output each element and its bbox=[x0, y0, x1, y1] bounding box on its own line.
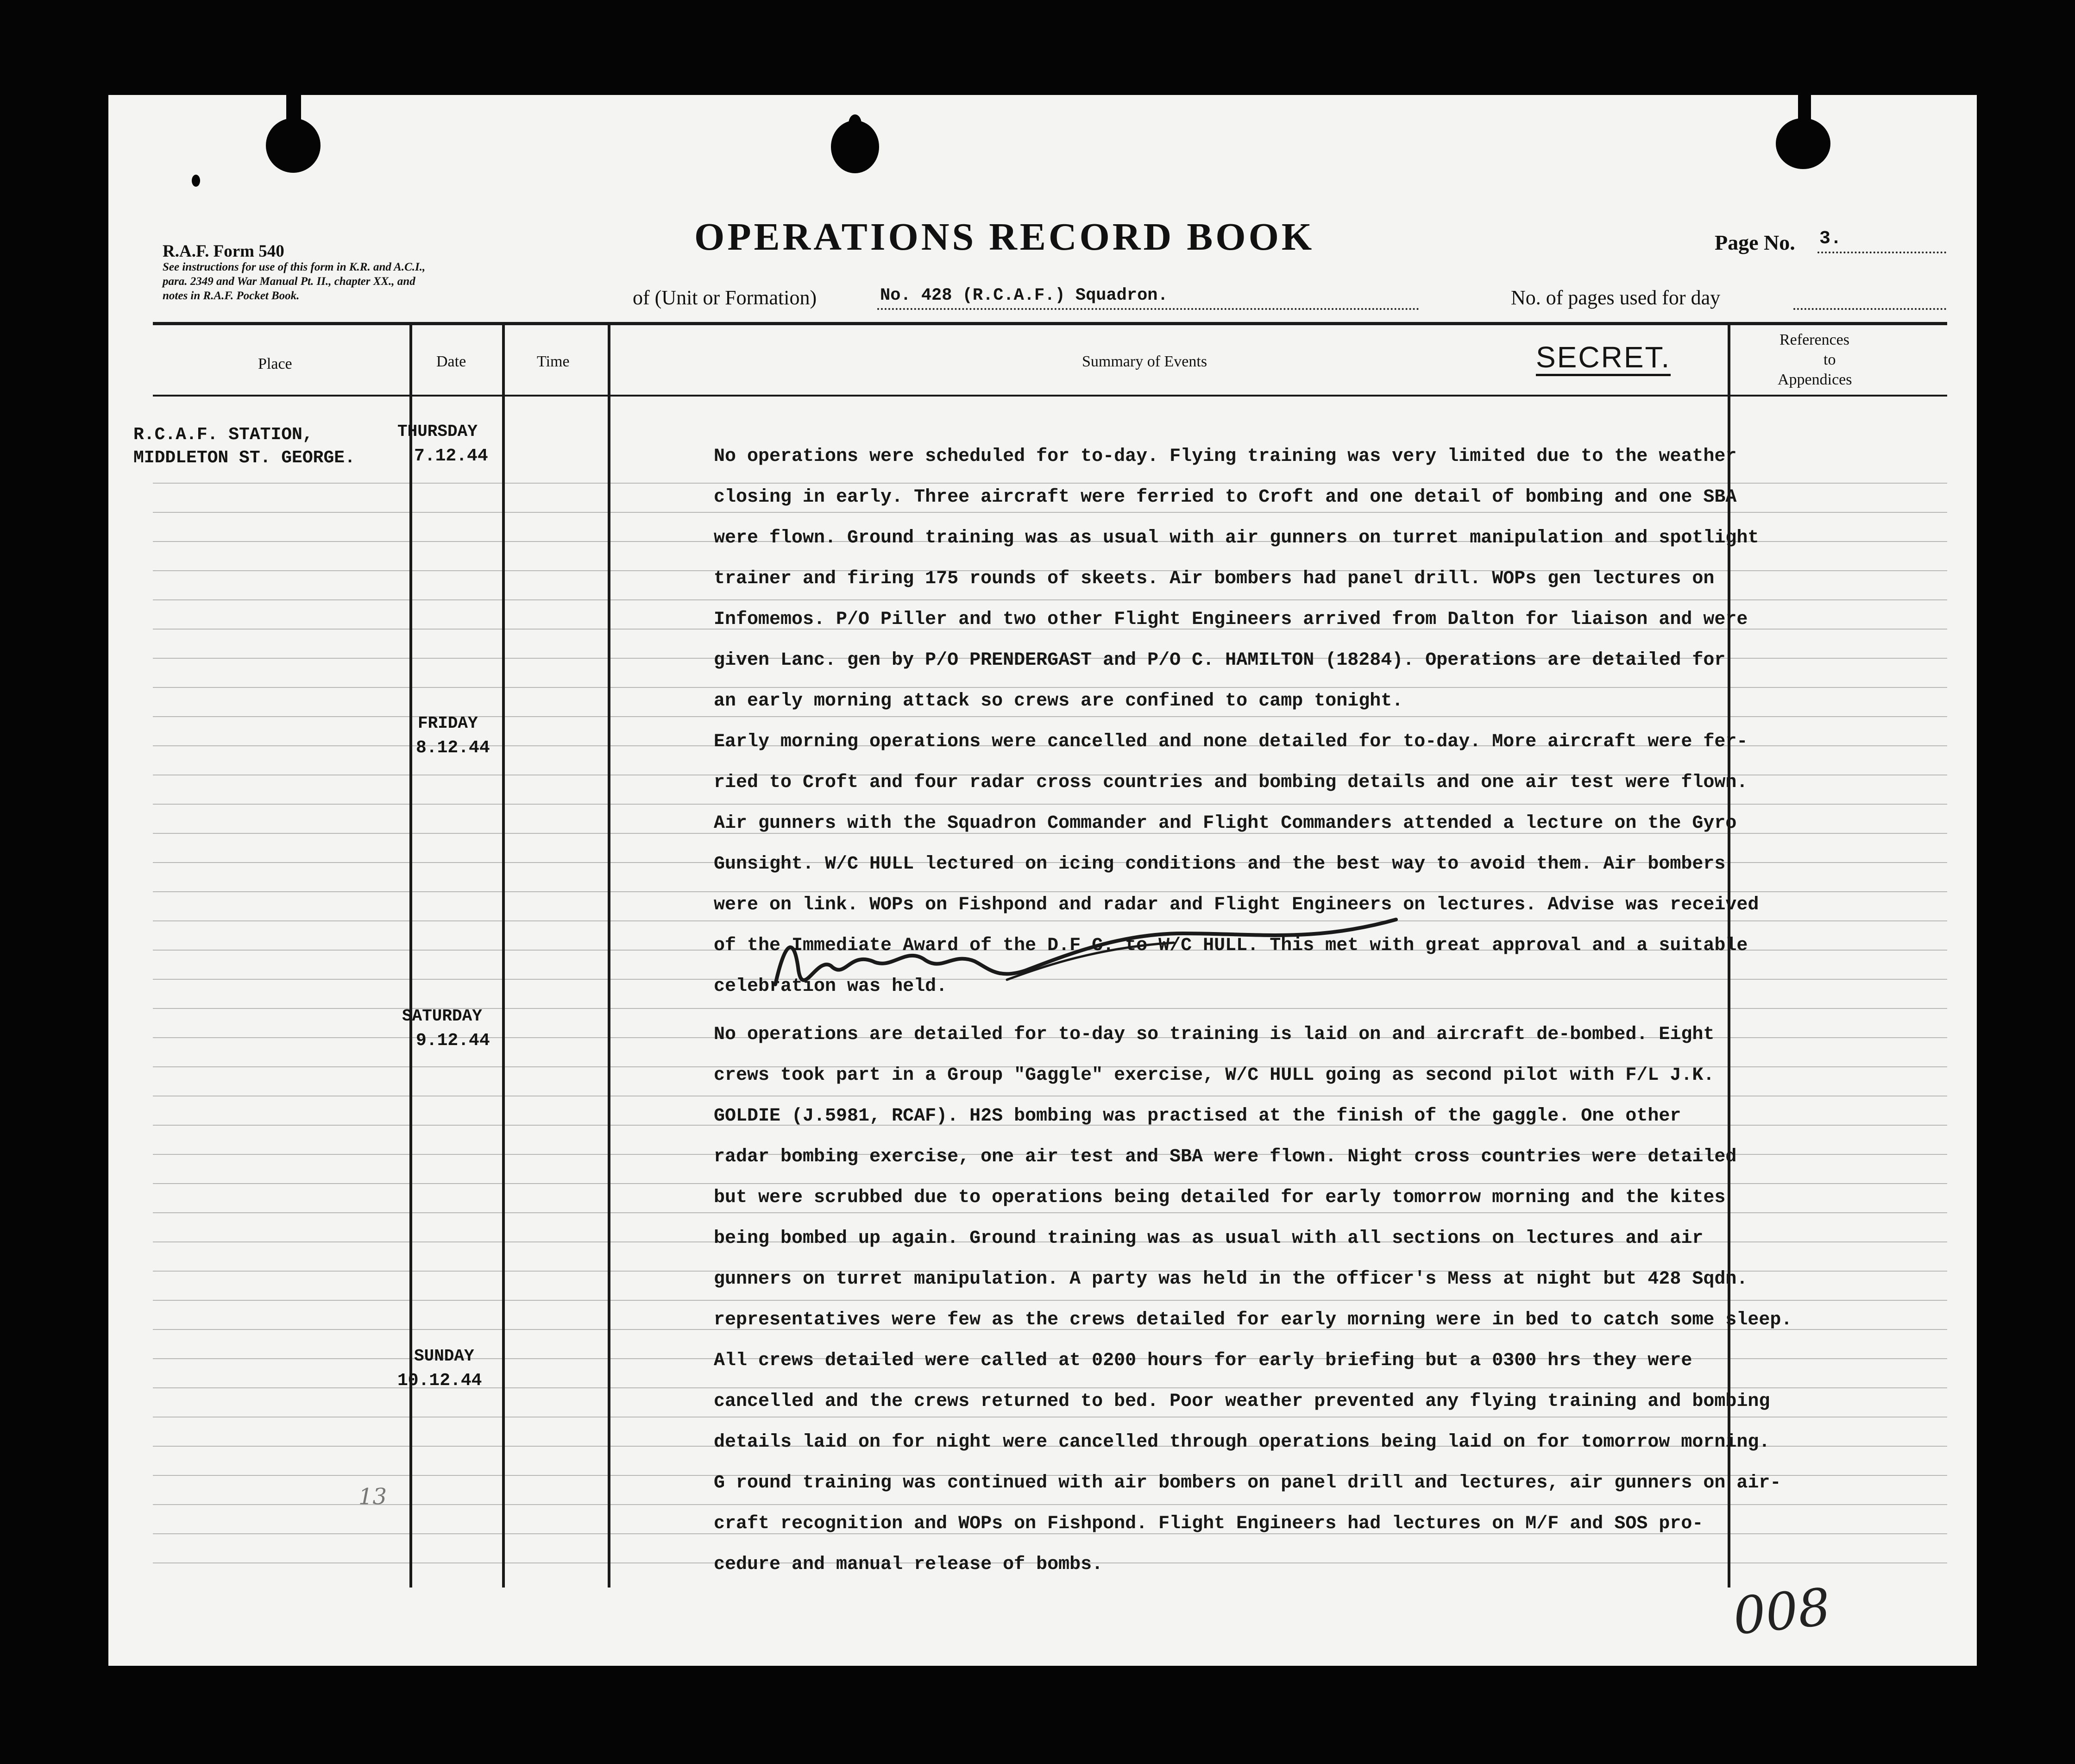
summary-line: No operations were scheduled for to-day. Flying training was very limited due to the weather bbox=[714, 446, 1737, 467]
column-header-date: Date bbox=[436, 353, 466, 370]
form-instructions-line-1: See instructions for use of this form in K.R. and A.C.I., bbox=[163, 261, 426, 273]
entry-date: 9.12.44 bbox=[416, 1031, 490, 1051]
summary-line: cancelled and the crews returned to bed. Poor weather prevented any flying training and bombing bbox=[714, 1391, 1770, 1412]
form-sheet bbox=[108, 95, 1977, 1666]
entry-day: THURSDAY bbox=[397, 422, 478, 441]
document-title: OPERATIONS RECORD BOOK bbox=[694, 215, 1315, 258]
page-number-value: 3. bbox=[1819, 228, 1842, 249]
summary-line: cedure and manual release of bombs. bbox=[714, 1554, 1103, 1575]
summary-line: being bombed up again. Ground training was as usual with all sections on lectures and air bbox=[714, 1228, 1704, 1249]
summary-line: but were scrubbed due to operations being detailed for early tomorrow morning and the kites bbox=[714, 1187, 1726, 1208]
entry-day: FRIDAY bbox=[418, 714, 478, 733]
unit-value: No. 428 (R.C.A.F.) Squadron. bbox=[880, 286, 1168, 305]
summary-line: representatives were few as the crews detailed for early morning were in bed to catch some sleep. bbox=[714, 1310, 1792, 1330]
page-number-label: Page No. bbox=[1715, 231, 1795, 254]
entry-date: 8.12.44 bbox=[416, 738, 490, 758]
summary-line: G round training was continued with air bombers on panel drill and lectures, air gunners on air- bbox=[714, 1473, 1781, 1493]
summary-line: craft recognition and WOPs on Fishpond. Flight Engineers had lectures on M/F and SOS pro- bbox=[714, 1513, 1704, 1534]
column-header-time: Time bbox=[537, 353, 570, 370]
summary-line: All crews detailed were called at 0200 hours for early briefing but a 0300 hrs they were bbox=[714, 1350, 1692, 1371]
summary-line: Early morning operations were cancelled and none detailed for to-day. More aircraft were fer- bbox=[714, 731, 1748, 752]
form-number: R.A.F. Form 540 bbox=[163, 242, 284, 261]
place-line-2: MIDDLETON ST. GEORGE. bbox=[133, 448, 355, 468]
entry-day: SATURDAY bbox=[402, 1007, 482, 1026]
form-instructions-line-3: notes in R.A.F. Pocket Book. bbox=[163, 290, 300, 302]
summary-line: were on link. WOPs on Fishpond and radar and Flight Engineers on lectures. Advise was received bbox=[714, 895, 1759, 915]
summary-line: trainer and firing 175 rounds of skeets. Air bombers had panel drill. WOPs gen lectures on bbox=[714, 568, 1715, 589]
ruled-lines-time-column bbox=[505, 95, 608, 1624]
summary-line: closing in early. Three aircraft were ferried to Croft and one detail of bombing and one SBA bbox=[714, 487, 1737, 508]
entry-date: 7.12.44 bbox=[414, 446, 488, 466]
summary-line: crews took part in a Group "Gaggle" exercise, W/C HULL going as second pilot with F/L J.K. bbox=[714, 1065, 1715, 1086]
column-header-references-appendices: Appendices bbox=[1778, 371, 1852, 388]
summary-line: of the Immediate Award of the D.F.C. to W/C HULL. This met with great approval and a suitable bbox=[714, 935, 1748, 956]
summary-line: Gunsight. W/C HULL lectured on icing conditions and the best way to avoid them. Air bombers bbox=[714, 854, 1726, 875]
unit-label: of (Unit or Formation) bbox=[633, 286, 817, 309]
secret-stamp: SECRET. bbox=[1536, 340, 1671, 376]
summary-line: given Lanc. gen by P/O PRENDERGAST and P/O C. HAMILTON (18284). Operations are detailed for bbox=[714, 650, 1726, 671]
entry-day: SUNDAY bbox=[414, 1347, 474, 1366]
summary-line: GOLDIE (J.5981, RCAF). H2S bombing was practised at the finish of the gaggle. One other bbox=[714, 1106, 1681, 1127]
handwritten-sheet-number: 008 bbox=[1730, 1577, 1834, 1646]
summary-line: ried to Croft and four radar cross countries and bombing details and one air test were flown. bbox=[714, 772, 1748, 793]
handwritten-margin-mark: 13 bbox=[358, 1484, 387, 1510]
place-line-1: R.C.A.F. STATION, bbox=[133, 425, 313, 445]
summary-line: celebration was held. bbox=[714, 976, 948, 997]
pages-used-label: No. of pages used for day bbox=[1511, 286, 1721, 309]
summary-line: No operations are detailed for to-day so training is laid on and aircraft de-bombed. Eight bbox=[714, 1024, 1715, 1045]
column-header-summary: Summary of Events bbox=[1082, 353, 1207, 370]
summary-line: gunners on turret manipulation. A party was held in the officer's Mess at night but 428 Sqdn. bbox=[714, 1269, 1748, 1290]
column-header-references-to: to bbox=[1823, 351, 1836, 368]
summary-line: Air gunners with the Squadron Commander and Flight Commanders attended a lecture on the Gyro bbox=[714, 813, 1737, 834]
form-instructions-line-2: para. 2349 and War Manual Pt. II., chapter XX., and bbox=[163, 275, 415, 288]
column-header-references: References bbox=[1779, 331, 1850, 348]
ruled-lines-place-column bbox=[153, 95, 409, 1624]
ruled-lines-date-column bbox=[412, 95, 502, 1624]
summary-line: radar bombing exercise, one air test and SBA were flown. Night cross countries were detailed bbox=[714, 1147, 1737, 1167]
entry-date: 10.12.44 bbox=[397, 1371, 482, 1391]
summary-line: Infomemos. P/O Piller and two other Flight Engineers arrived from Dalton for liaison and were bbox=[714, 609, 1748, 630]
column-header-place: Place bbox=[258, 355, 292, 372]
summary-line: were flown. Ground training was as usual with air gunners on turret manipulation and spotlight bbox=[714, 528, 1759, 548]
handwritten-scribble bbox=[766, 915, 1424, 1017]
summary-line: an early morning attack so crews are confined to camp tonight. bbox=[714, 691, 1403, 712]
summary-line: details laid on for night were cancelled through operations being laid on for tomorrow morning. bbox=[714, 1432, 1770, 1453]
